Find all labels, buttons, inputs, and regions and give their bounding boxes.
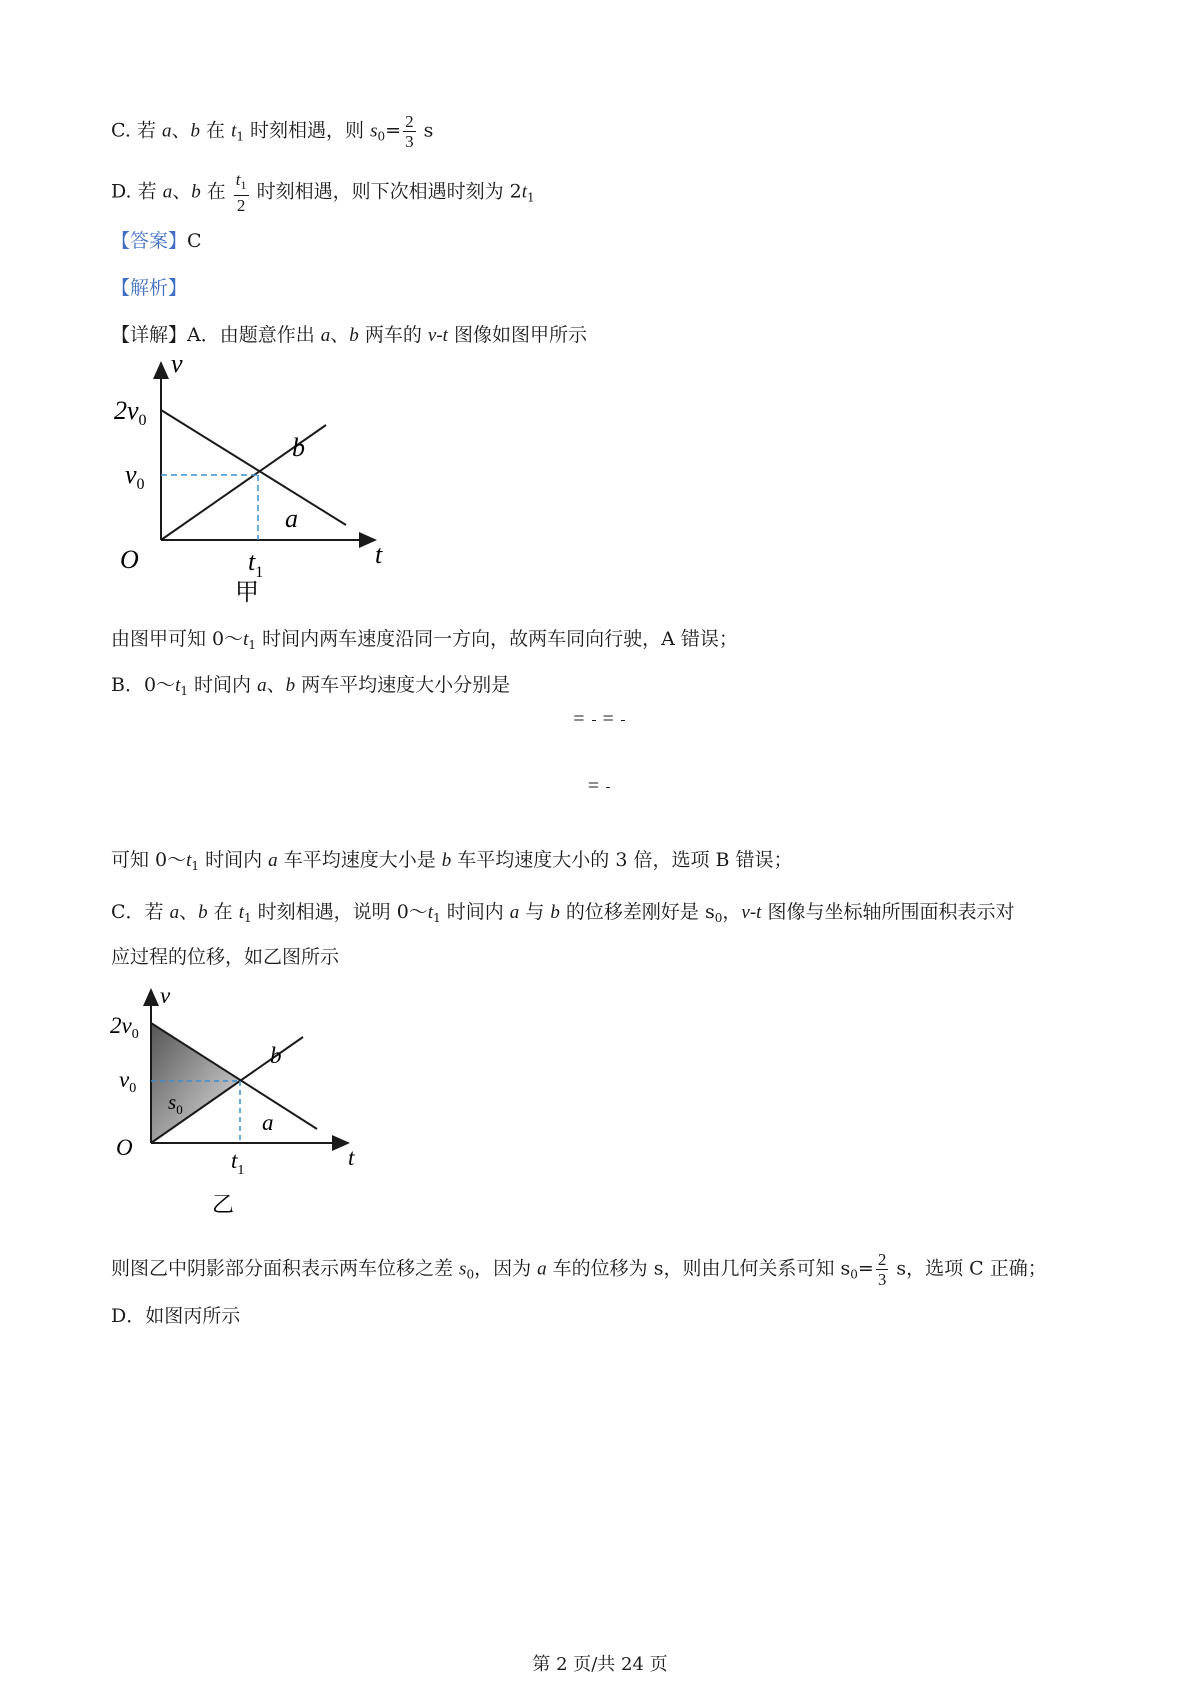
line-a-label: a (262, 1110, 274, 1135)
origin-label: O (116, 1135, 133, 1160)
label-v0: $v_0$ (125, 460, 145, 493)
shaded-region-s0 (151, 1023, 240, 1143)
figure-caption-yi: 乙 (212, 1192, 235, 1215)
a-conclusion: 由图甲可知 $0\sim t_1$ 时间内两车速度沿同一方向，故两车同向行驶，A 错误； (111, 628, 738, 652)
fraction-two-thirds: $\frac{2}{3}$ (405, 112, 414, 151)
line-a-label: a (285, 504, 298, 533)
c-conclusion: 则图乙中阴影部分面积表示两车位移之差 $s_0$，因为 a 车的位移为 s，则由几何关系可知 $s_0=$ $\frac{2}{3}$ s，选项 C 正确； (111, 1250, 1047, 1289)
axis-t-label: t (348, 1145, 355, 1170)
equation-vb: = (0, 775, 1200, 800)
label-2v0: $2v_0$ (110, 1013, 139, 1042)
c-explanation-line1: C．若 a、b 在 $t_1$ 时刻相遇，说明 $0\sim t_1$ 时间内 a 与 b 的位移差刚好是 $s_0$，v-t 图像与坐标轴所围面积表示对 (111, 901, 1015, 925)
fraction-t1-half: $\frac{t_1}{2}$ (235, 170, 247, 215)
origin-label: O (120, 545, 139, 574)
label-2v0: $2v_0$ (114, 396, 147, 429)
option-d: D. 若 a、b 在 $\frac{t_1}{2}$ 时刻相遇，则下次相遇时刻为 $2t_1$ (111, 170, 535, 215)
label-t1: $t_1$ (231, 1148, 245, 1178)
c-explanation-line2: 应过程的位移，如乙图所示 (111, 946, 340, 968)
label-s0: $s_0$ (168, 1090, 183, 1117)
page-footer: 第 2 页/共 24 页 (532, 1654, 668, 1675)
detail-line: 【详解】A．由题意作出 a、b 两车的 v-t 图像如图甲所示 (111, 324, 587, 346)
fraction-two-thirds: $\frac{2}{3}$ (877, 1250, 887, 1289)
line-b-label: b (292, 433, 305, 462)
figure-jia (110, 355, 400, 610)
equation-va: = = (0, 708, 1200, 733)
option-c: C. 若 a、b 在 $t_1$ 时刻相遇，则 $s_0=$ $\frac{2}{3}$ s (111, 112, 434, 151)
axis-v-label: v (160, 985, 171, 1008)
b-intro: B．$0\sim t_1$ 时间内 a、b 两车平均速度大小分别是 (111, 674, 511, 698)
label-t1: $t_1$ (248, 547, 264, 581)
figure-yi (110, 985, 370, 1215)
line-b-label: b (270, 1043, 282, 1068)
d-explanation: D．如图丙所示 (111, 1305, 241, 1327)
axis-t-label: t (375, 540, 383, 569)
answer-line: 【答案】C (111, 230, 202, 252)
b-conclusion: 可知 $0\sim t_1$ 时间内 a 车平均速度大小是 b 车平均速度大小的 3 倍，选项 B 错误； (111, 849, 793, 873)
label-v0: $v_0$ (119, 1067, 137, 1096)
figure-caption-jia: 甲 (235, 580, 259, 606)
axis-v-label: v (171, 355, 183, 378)
line-a (161, 410, 346, 525)
analysis-heading: 【解析】 (111, 277, 188, 299)
